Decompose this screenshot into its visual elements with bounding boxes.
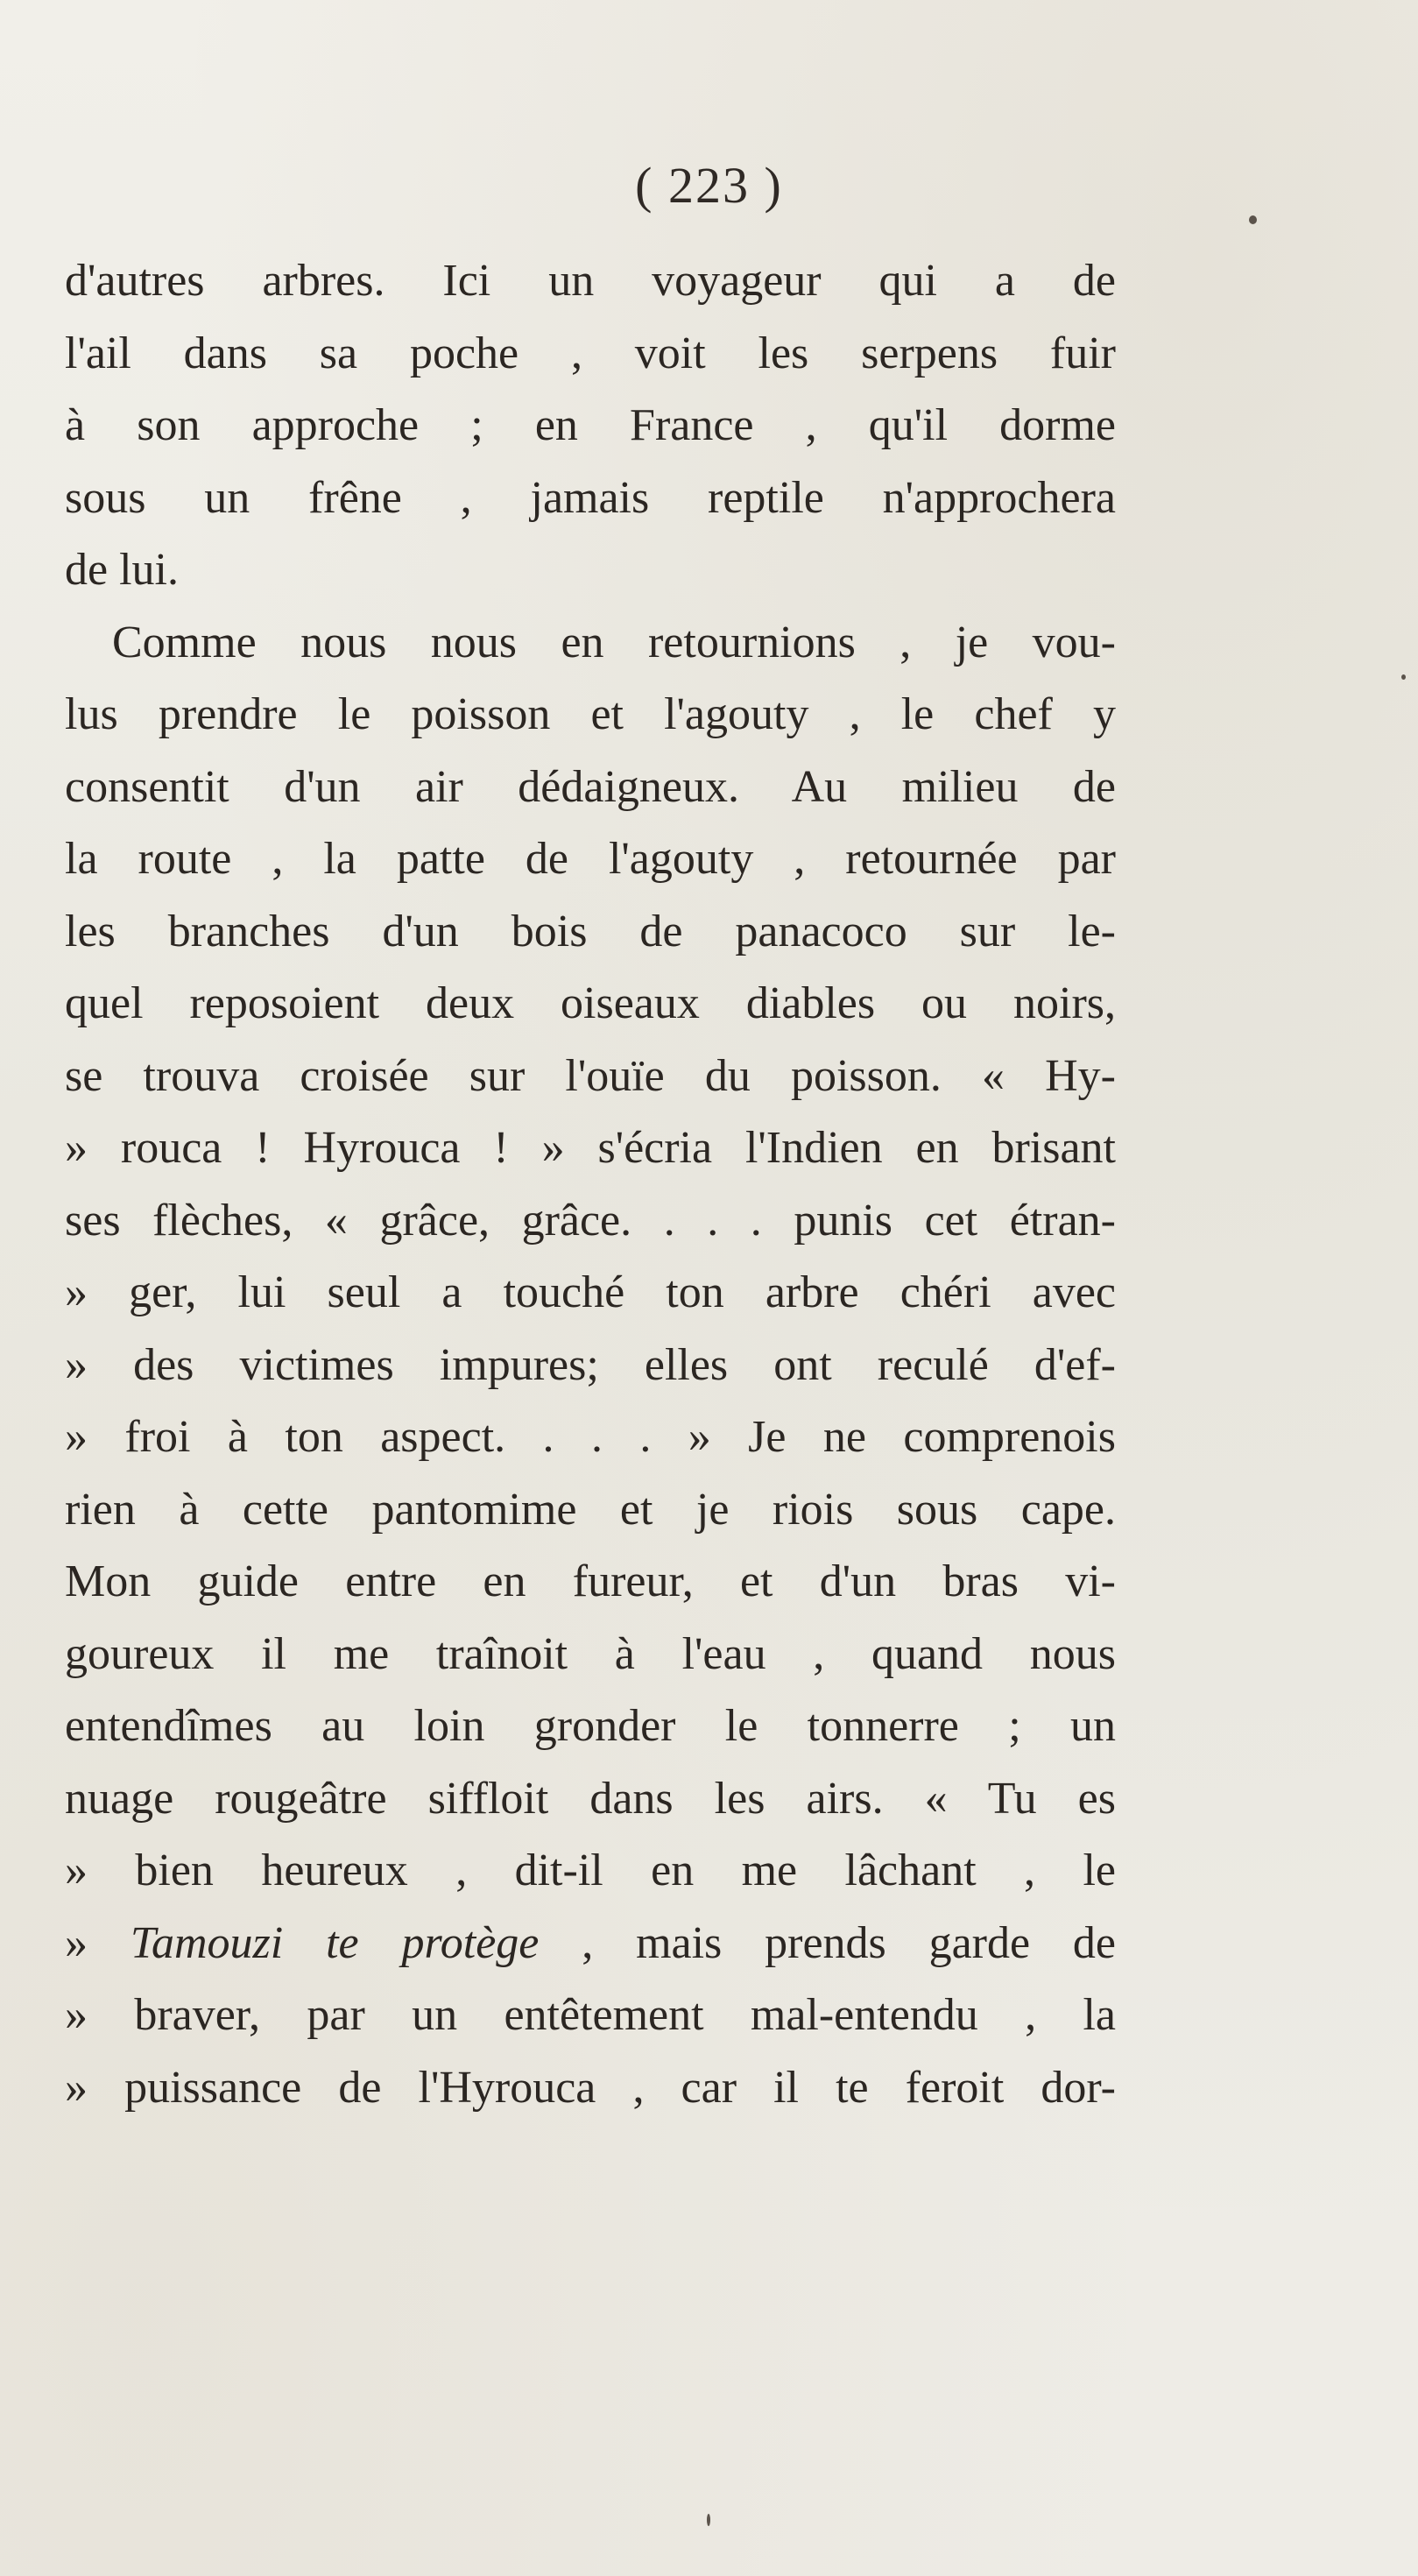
text-line: les branches d'un bois de panacoco sur le-: [65, 906, 1116, 956]
text-line: l'ail dans sa poche , voit les serpens fuir: [65, 328, 1116, 378]
paper-speck: [1401, 674, 1406, 680]
paper-speck: [1249, 215, 1257, 224]
text-line: » ger, lui seul a touché ton arbre chéri avec: [65, 1267, 1116, 1317]
italic-segment: Tamouzi te protège: [130, 1917, 540, 1968]
text-line: à son approche ; en France , qu'il dorme: [65, 400, 1116, 450]
text-line: ses flèches, « grâce, grâce. . . . punis cet étran-: [65, 1195, 1116, 1246]
text-line: » puissance de l'Hyrouca , car il te feroit dor-: [65, 2062, 1116, 2113]
text-line: quel reposoient deux oiseaux diables ou noirs,: [65, 978, 1116, 1028]
text-line: goureux il me traînoit à l'eau , quand nous: [65, 1628, 1116, 1679]
text-line: » froi à ton aspect. . . . » Je ne comprenois: [65, 1412, 1116, 1462]
text-line: » bien heureux , dit-il en me lâchant , le: [65, 1846, 1116, 1895]
text-line: consentit d'un air dédaigneux. Au milieu de: [65, 761, 1116, 812]
text-line: d'autres arbres. Ici un voyageur qui a de: [65, 256, 1116, 306]
page-number: ( 223 ): [635, 157, 783, 214]
paper-speck: [707, 2514, 710, 2526]
text-line: entendîmes au loin gronder le tonnerre ; un: [65, 1701, 1116, 1751]
text-segment: »: [65, 1917, 131, 1968]
text-line: Mon guide entre en fureur, et d'un bras vi-: [65, 1556, 1116, 1606]
text-line: » des victimes impures; elles ont reculé d'ef-: [65, 1339, 1116, 1390]
text-line: la route , la patte de l'agouty , retournée par: [65, 834, 1116, 884]
text-segment: , mais prends garde de: [539, 1917, 1116, 1968]
text-line: Comme nous nous en retournions , je vou-: [112, 617, 1116, 667]
text-line: lus prendre le poisson et l'agouty , le chef y: [65, 689, 1116, 739]
text-line: » rouca ! Hyrouca ! » s'écria l'Indien en brisant: [65, 1123, 1116, 1173]
body-text: [65, 245, 1116, 2124]
text-line: » braver, par un entêtement mal-entendu , la: [65, 1990, 1116, 2040]
text-line: [65, 1908, 1116, 1980]
text-line: se trouva croisée sur l'ouïe du poisson. « Hy-: [65, 1050, 1116, 1101]
text-line: sous un frêne , jamais reptile n'approchera: [65, 472, 1116, 523]
text-line: de lui.: [65, 545, 179, 595]
text-line: nuage rougeâtre siffloit dans les airs. « Tu es: [65, 1773, 1116, 1824]
text-line: rien à cette pantomime et je riois sous cape.: [65, 1484, 1116, 1535]
